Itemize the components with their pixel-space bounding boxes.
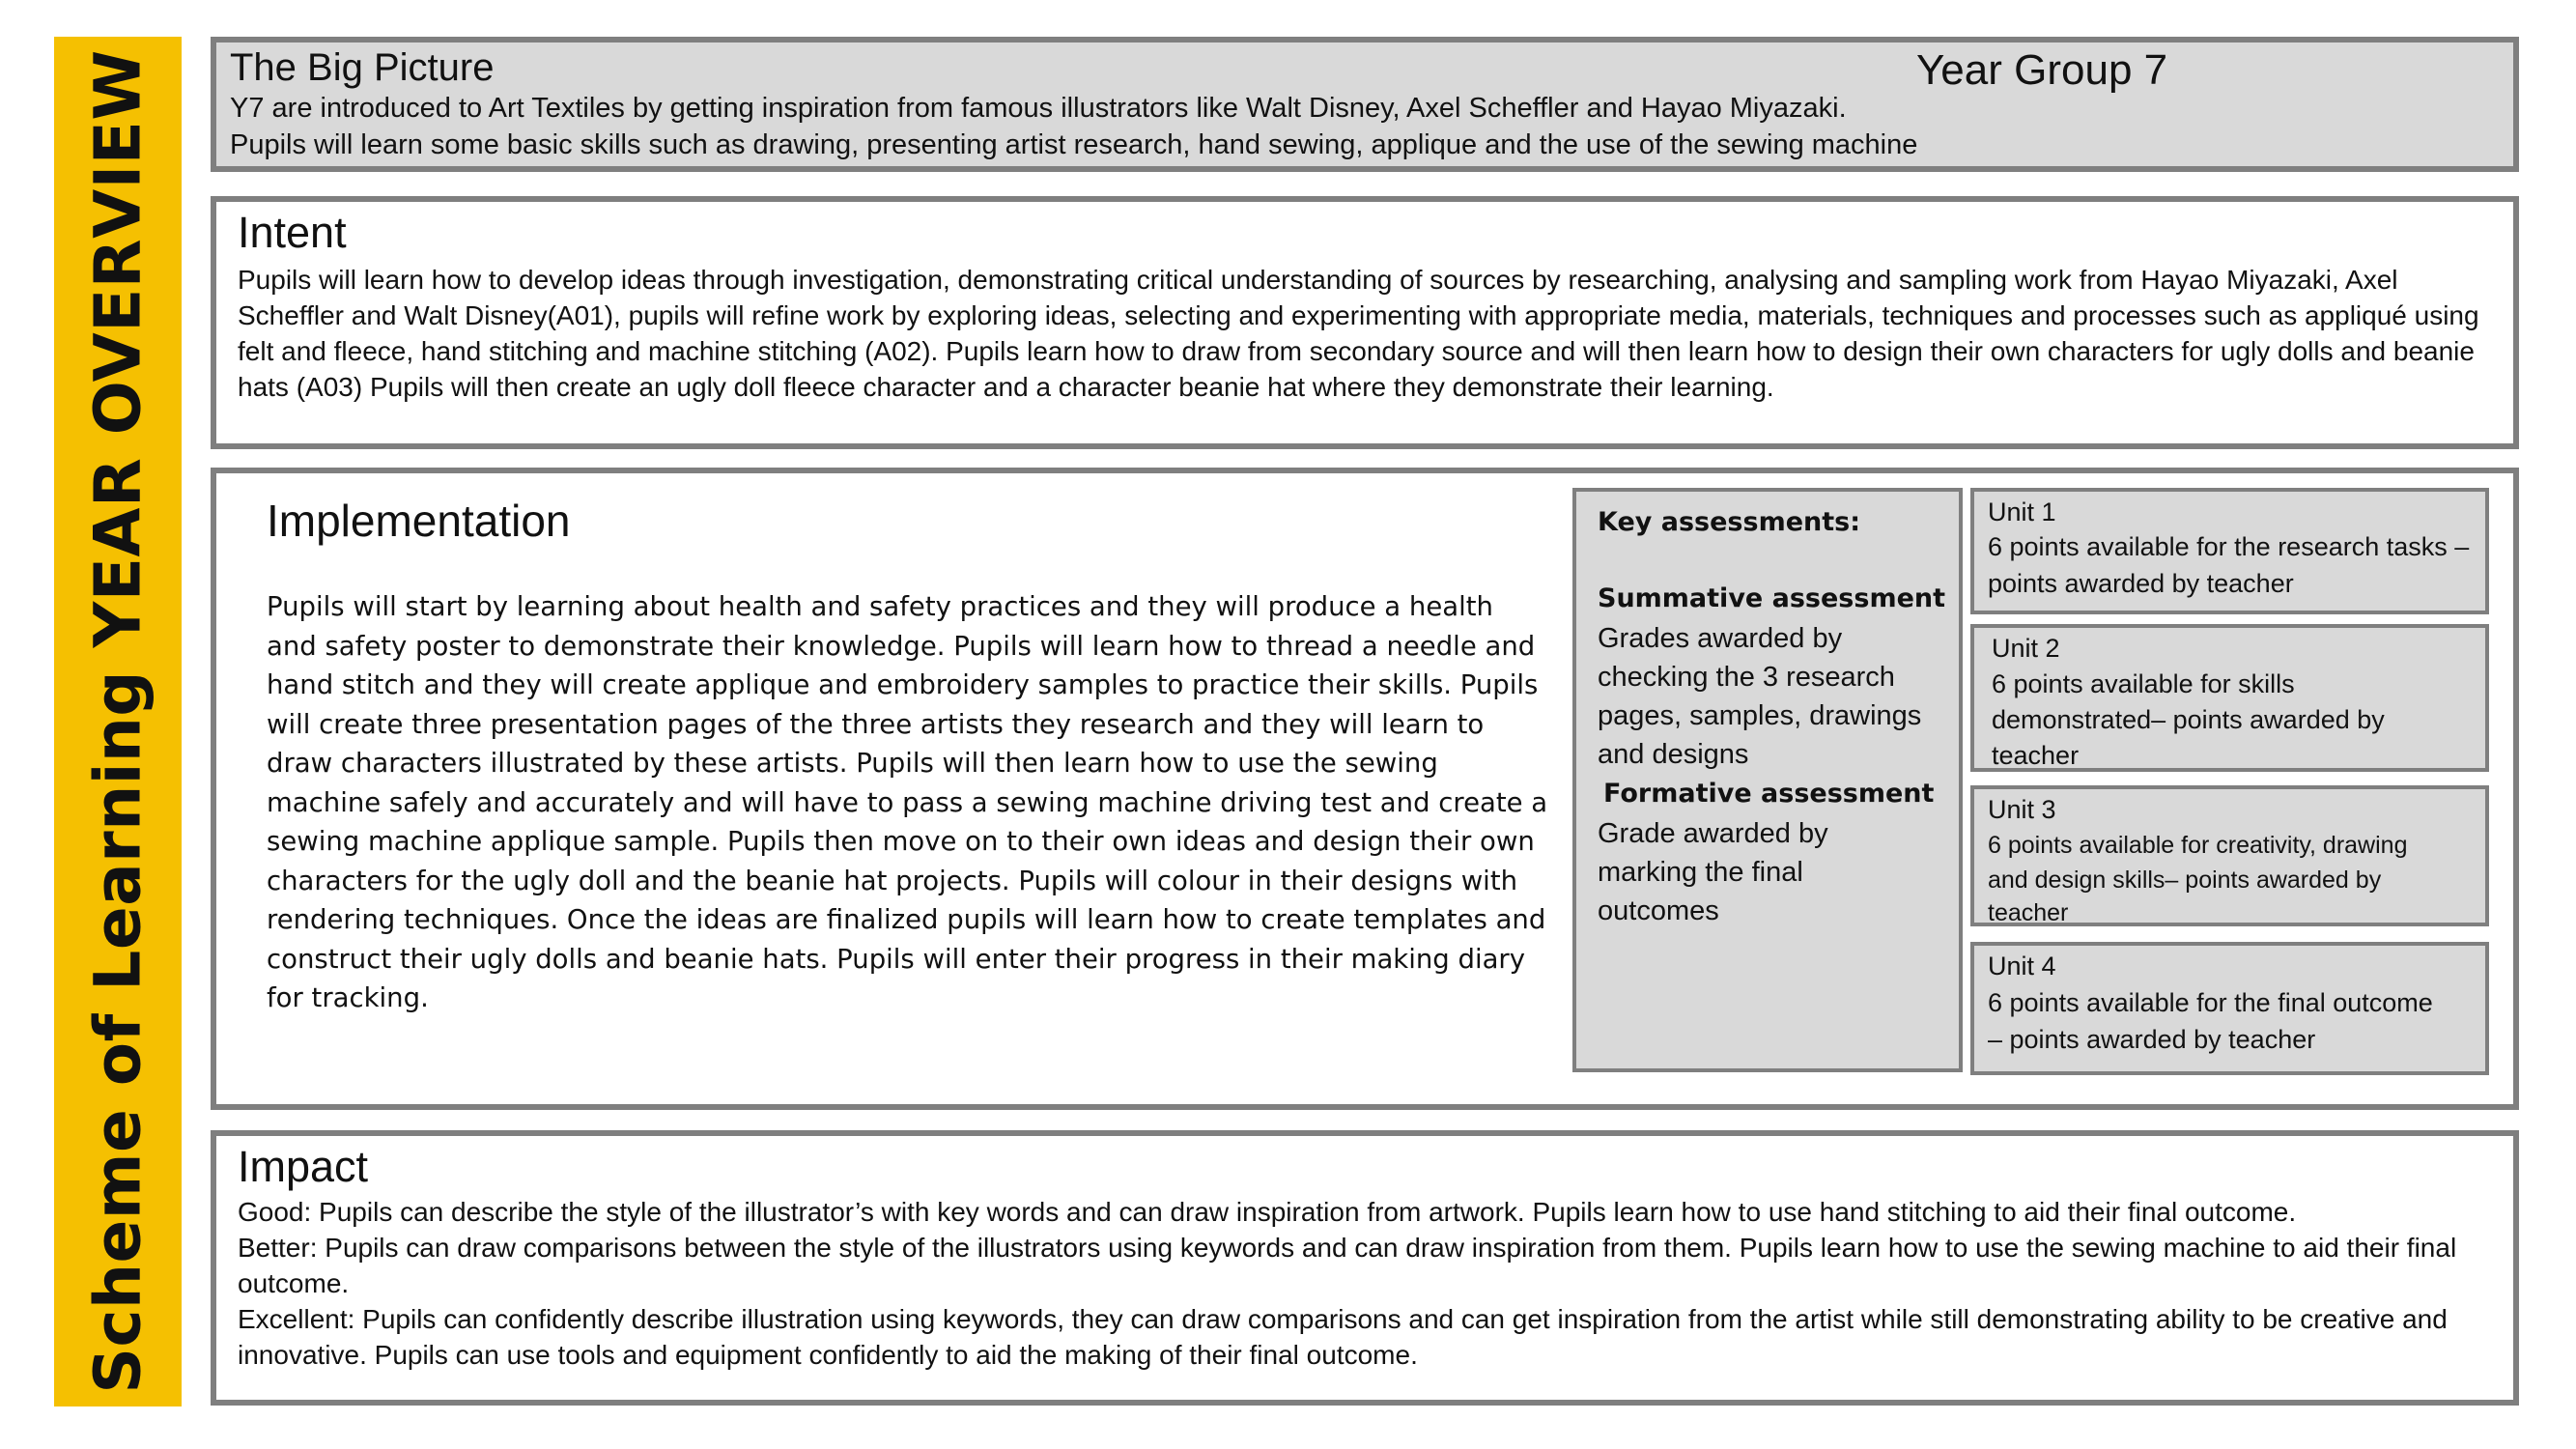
big-picture-line-2: Pupils will learn some basic skills such as drawing, presenting artist research, hand sewing, applique and the use of the sewing machine bbox=[230, 129, 1918, 160]
intent-panel bbox=[211, 196, 2519, 449]
intent-title: Intent bbox=[238, 208, 347, 257]
key-assessments-heading: Key assessments: bbox=[1598, 507, 1861, 537]
unit-line: points awarded by teacher bbox=[1988, 569, 2294, 598]
impact-better: Better: Pupils can draw comparisons between the style of the illustrators using keywords and can draw inspiration from them. Pupils learn how to use the sewing machine to aid their final outcome. bbox=[238, 1233, 2457, 1298]
unit-name: Unit 2 bbox=[1992, 634, 2060, 663]
summative-line: pages, samples, drawings bbox=[1598, 700, 1922, 731]
unit-name: Unit 3 bbox=[1988, 795, 2056, 824]
unit-line: and design skills– points awarded by bbox=[1988, 867, 2382, 894]
unit-name: Unit 4 bbox=[1988, 952, 2056, 980]
unit-4-box bbox=[1970, 942, 2489, 1075]
impact-title: Impact bbox=[238, 1142, 369, 1191]
unit-line: 6 points available for the final outcome bbox=[1988, 988, 2433, 1017]
summative-heading: Summative assessment bbox=[1598, 583, 1946, 613]
formative-line: Grade awarded by bbox=[1598, 818, 1828, 849]
unit-line: 6 points available for the research tasks – bbox=[1988, 532, 2470, 561]
unit-1-box bbox=[1970, 488, 2489, 614]
unit-name: Unit 1 bbox=[1988, 497, 2056, 526]
formative-line: outcomes bbox=[1598, 895, 1719, 926]
unit-line: teacher bbox=[1992, 741, 2080, 770]
impact-excellent: Excellent: Pupils can confidently describe illustration using keywords, they can draw comparisons and can get inspiration from the artist while still demonstrating ability to be creative and innovative. Pupils can use tools and equipment confidently to aid the making of their final outcome. bbox=[238, 1304, 2448, 1370]
unit-line: – points awarded by teacher bbox=[1988, 1025, 2316, 1054]
sidebar-title: Scheme of Learning YEAR OVERVIEW bbox=[80, 49, 156, 1394]
big-picture-line-1: Y7 are introduced to Art Textiles by getting inspiration from famous illustrators like Walt Disney, Axel Scheffler and Hayao Miyazaki. bbox=[230, 93, 1847, 124]
intent-text: Pupils will learn how to develop ideas through investigation, demonstrating critical understanding of sources by researching, analysing and sampling work from Hayao Miyazaki, Axel Scheffler and Walt Disney(A01), pupils will refine work by exploring ideas, selecting and experimenting with appropriate media, materials, techniques and processes such as appliqué using felt and fleece, hand stitching and machine stitching (A02). Pupils learn how to draw from secondary source and will then learn how to design their own characters for ugly dolls and beanie hats (A03) Pupils will then create an ugly doll fleece character and a character beanie hat where they demonstrate their learning. bbox=[238, 265, 2479, 402]
unit-line: teacher bbox=[1988, 899, 2069, 926]
impact-good: Good: Pupils can describe the style of the illustrator’s with key words and can draw inspiration from artwork. Pupils learn how to use hand stitching to aid their final outcome. bbox=[238, 1197, 2297, 1227]
sidebar-banner bbox=[54, 37, 182, 1406]
unit-line: demonstrated– points awarded by bbox=[1992, 705, 2385, 734]
big-picture-title: The Big Picture bbox=[230, 46, 495, 89]
impact-panel bbox=[211, 1130, 2519, 1406]
implementation-text: Pupils will start by learning about health and safety practices and they will produce a health and safety poster to demonstrate their knowledge. Pupils will learn how to thread a needle and hand stitch and they will create applique and embroidery samples to practice their skills. Pupils will create three presentation pages of the three artists they research and they will learn to draw characters illustrated by these artists. Pupils will then learn how to use the sewing machine safely and accurately and will have to pass a sewing machine driving test and create a sewing machine applique sample. Pupils then move on to their own ideas and design their own characters for the ugly doll and the beanie hat projects. Pupils will colour in their designs with rendering techniques. Once the ideas are finalized pupils will learn how to create templates and construct their ugly dolls and beanie hats. Pupils will enter their progress in their making diary for tracking. bbox=[267, 591, 1548, 1013]
unit-2-box bbox=[1970, 624, 2489, 772]
formative-line: marking the final bbox=[1598, 857, 1803, 888]
summative-line: checking the 3 research bbox=[1598, 662, 1895, 693]
unit-line: 6 points available for skills bbox=[1992, 669, 2295, 698]
summative-line: Grades awarded by bbox=[1598, 623, 1843, 654]
impact-text bbox=[238, 1194, 2498, 1373]
implementation-title: Implementation bbox=[267, 496, 571, 546]
unit-line: 6 points available for creativity, drawing bbox=[1988, 832, 2408, 859]
year-group-label: Year Group 7 bbox=[1916, 46, 2168, 94]
big-picture-panel bbox=[211, 37, 2519, 172]
key-assessments-box bbox=[1572, 488, 1963, 1072]
summative-line: and designs bbox=[1598, 739, 1749, 770]
unit-3-box bbox=[1970, 785, 2489, 926]
formative-heading: Formative assessment bbox=[1603, 779, 1935, 809]
